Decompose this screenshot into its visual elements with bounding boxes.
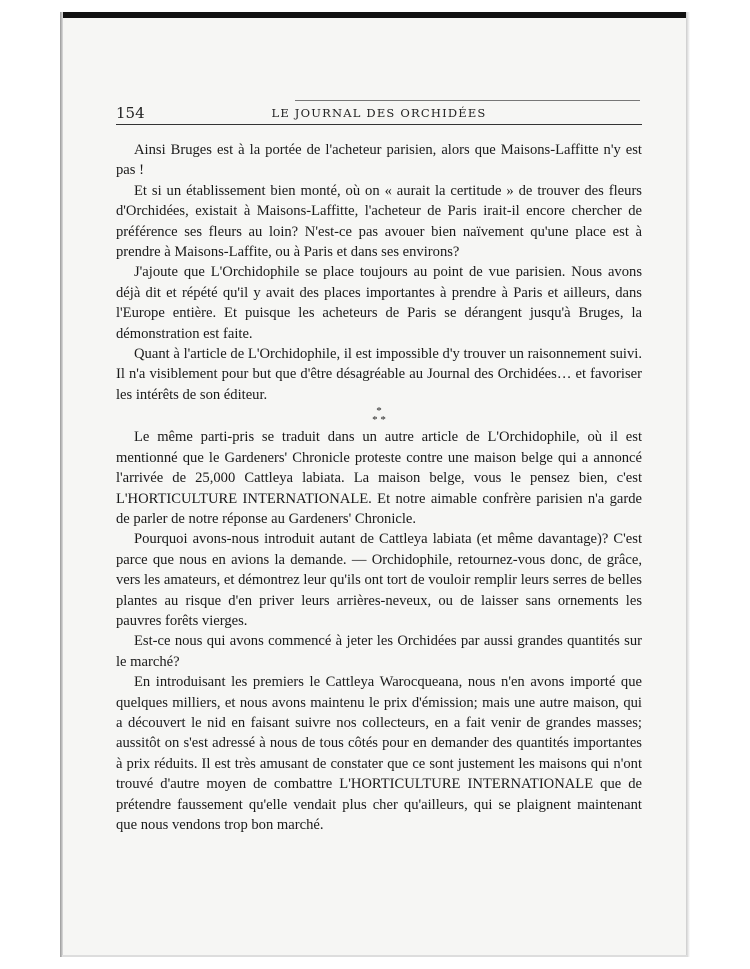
page-number: 154 (116, 104, 145, 122)
top-rule (295, 100, 640, 101)
running-title: LE JOURNAL DES ORCHIDÉES (271, 106, 487, 120)
page-header (116, 104, 642, 124)
paragraph-4: Quant à l'article de L'Orchidophile, il est impossible d'y trouver un raisonnement suivi. Il n'a visiblement pour but que d'être désagréable au Journal des Orchidées… et favoriser les intérêts de son éditeur. (116, 346, 642, 403)
paragraph-8: En introduisant les premiers le Cattleya Warocqueana, nous n'en avons importé que quelques milliers, et nous avons maintenu le prix d'émission; mais une autre maison, qui a découvert le nid en faisant suivre nos collecteurs, en a fait venir de grandes masses; aussitôt on s'est adressé à nous de tous côtés pour en demander des quantités importantes à prix réduits. Il est très amusant de constater que ce sont justement les maisons qui n'ont trouvé d'autre moyen de combattre L'HORTICULTURE INTERNATIONALE que de prétendre faussement qu'elle vendait plus cher qu'ailleurs, qui se plaignent maintenant que nous vendons trop bon marché. (116, 674, 642, 833)
header-rule (116, 124, 642, 125)
page-fold (686, 12, 690, 957)
asterism-bottom: * * (372, 414, 386, 427)
page-bottom-edge (62, 955, 688, 957)
paragraph-6: Pourquoi avons-nous introduit autant de Cattleya labiata (et même davantage)? C'est parce que nous en avions la demande. — Orchidophile, retournez-vous donc, de grâce, vers les amateurs, et démontrez leur qu'ils ont tort de vouloir remplir leurs serres de belles plantes au risque d'en priver leurs arrières-neveux, ou de laisser sans ornements les pauvres forêts vierges. (116, 531, 642, 629)
article-body (116, 140, 642, 835)
paragraph-7: Est-ce nous qui avons commencé à jeter les Orchidées par aussi grandes quantités sur le marché? (116, 633, 642, 670)
paragraph-3: J'ajoute que L'Orchidophile se place toujours au point de vue parisien. Nous avons déjà dit et répété qu'il y avait des places importantes à prendre à Paris et ailleurs, dans l'Europe entière. Et puisque les acheteurs de Paris se dérangent jusqu'à Bruges, la démonstration est faite. (116, 264, 642, 342)
paragraph-2: Et si un établissement bien monté, où on « aurait la certitude » de trouver des fleurs d'Orchidées, existait à Maisons-Laffitte, l'acheteur de Paris irait-il encore chercher de préférence ses fleurs au loin? N'est-ce pas avouer bien naïvement qu'une place est à prendre à Maisons-Laffite, ou à Paris et dans ses environs? (116, 182, 642, 261)
paragraph-1: Ainsi Bruges est à la portée de l'acheteur parisien, alors que Maisons-Laffitte n'y est pas ! (116, 142, 642, 179)
paragraph-5: Le même parti-pris se traduit dans un autre article de L'Orchidophile, où il est mentionné que le Gardeners' Chronicle proteste contre une maison belge qui a annoncé l'arrivée de 25,000 Cattleya labiata. La maison belge, vous le pensez bien, c'est L'HORTICULTURE INTERNATIONALE. Et notre aimable confrère parisien n'a garde de parler de notre réponse au Gardeners' Chronicle. (116, 429, 642, 527)
page-edge-shadow (60, 12, 63, 957)
section-asterism (116, 407, 642, 427)
asterism-top: * (376, 405, 382, 418)
